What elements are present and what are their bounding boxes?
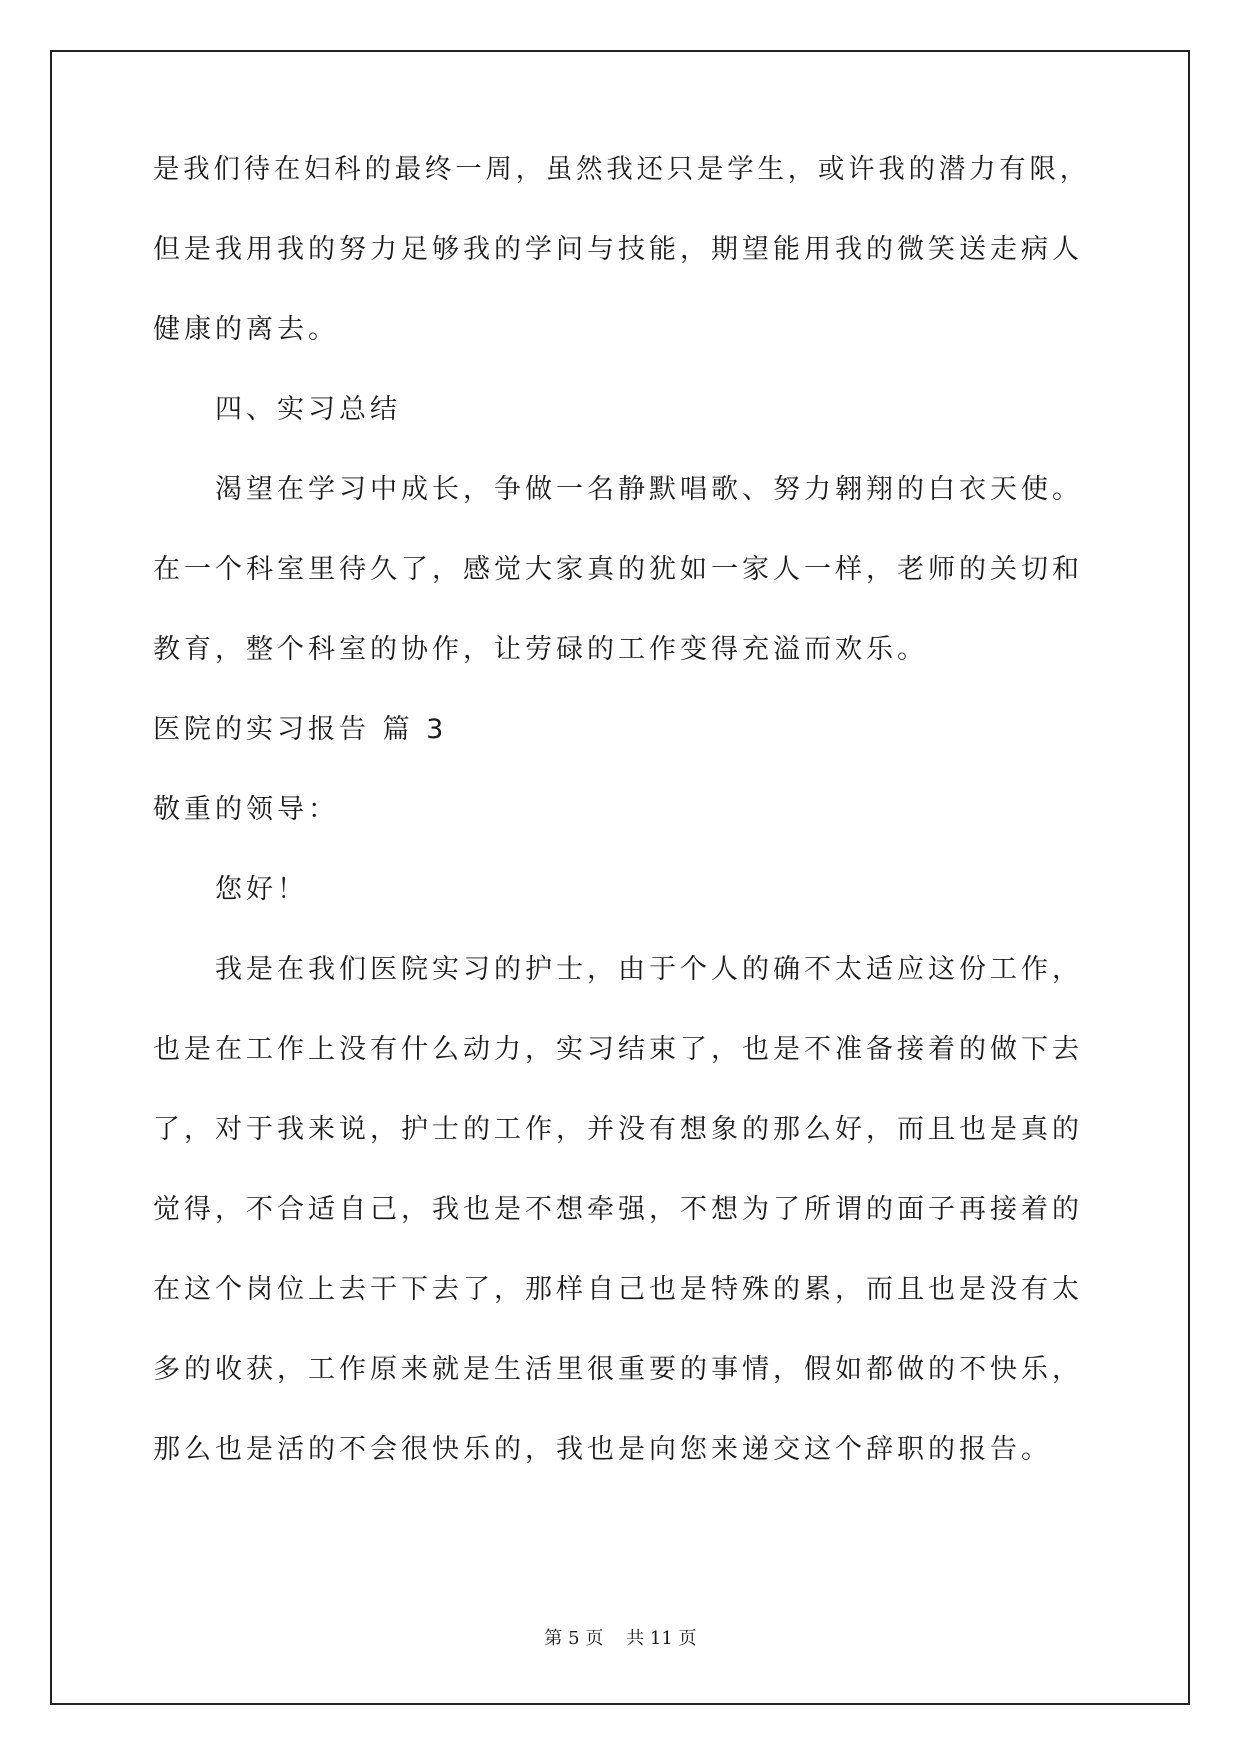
text-line: 教育，整个科室的协作，让劳碌的工作变得充溢而欢乐。	[153, 634, 928, 665]
text-line: 多的收获，工作原来就是生活里很重要的事情，假如都做的不快乐，	[153, 1354, 1083, 1385]
text-line: 了，对于我来说，护士的工作，并没有想象的那么好，而且也是真的	[153, 1114, 1083, 1145]
article-title: 医院的实习报告 篇 3	[153, 714, 448, 745]
text-line: 但是我用我的努力足够我的学问与技能，期望能用我的微笑送走病人	[153, 234, 1083, 265]
text-line: 渴望在学习中成长，争做一名静默唱歌、努力翱翔的白衣天使。	[215, 474, 1083, 505]
page-number: 第 5 页 共 11 页	[544, 1628, 697, 1649]
text-line: 在这个岗位上去干下去了，那样自己也是特殊的累，而且也是没有太	[153, 1274, 1083, 1305]
text-line: 我是在我们医院实习的护士，由于个人的确不太适应这份工作，	[215, 954, 1083, 985]
page-footer	[0, 1624, 1241, 1650]
section-heading: 四、实习总结	[215, 394, 401, 425]
text-line: 也是在工作上没有什么动力，实习结束了，也是不准备接着的做下去	[153, 1034, 1083, 1065]
text-line: 觉得，不合适自己，我也是不想牵强，不想为了所谓的面子再接着的	[153, 1194, 1083, 1225]
text-line: 在一个科室里待久了，感觉大家真的犹如一家人一样，老师的关切和	[153, 554, 1083, 585]
text-line: 是我们待在妇科的最终一周，虽然我还只是学生，或许我的潜力有限，	[153, 154, 1090, 185]
text-line: 健康的离去。	[153, 314, 339, 345]
text-line: 那么也是活的不会很快乐的，我也是向您来递交这个辞职的报告。	[153, 1434, 1052, 1465]
greeting: 您好！	[215, 874, 308, 905]
salutation: 敬重的领导：	[153, 794, 339, 825]
